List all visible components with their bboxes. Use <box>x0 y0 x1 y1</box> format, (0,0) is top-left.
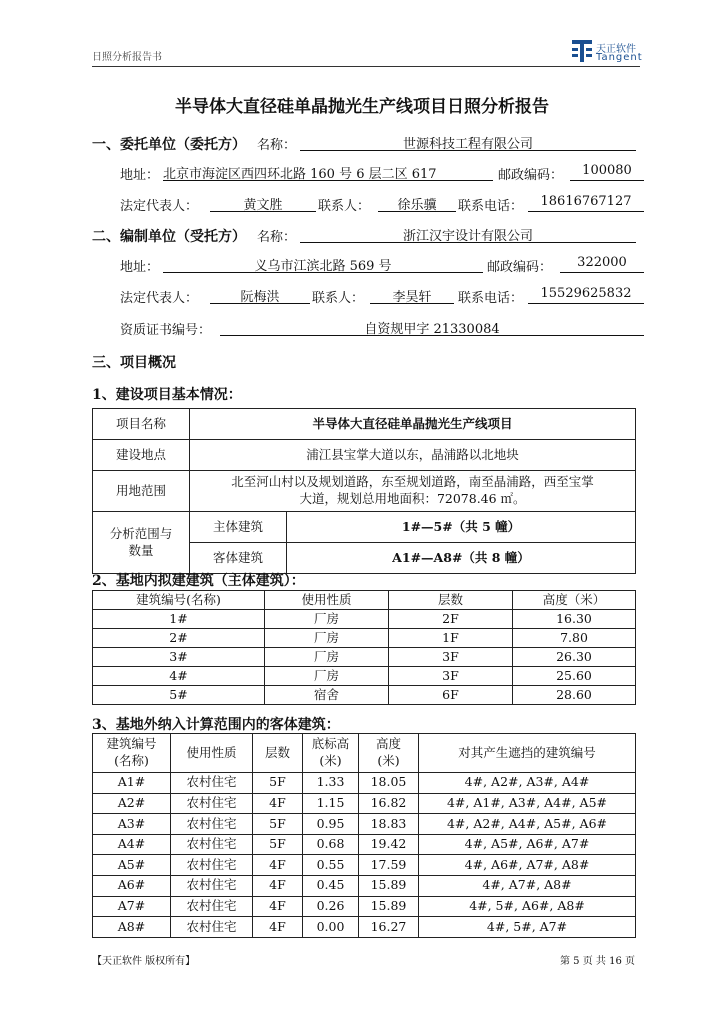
table-cell: 0.68 <box>303 834 359 855</box>
table-cell: 0.26 <box>303 896 359 917</box>
table-cell: 7.80 <box>513 629 636 648</box>
table-cell: 5F <box>253 773 303 794</box>
table-row <box>93 686 636 705</box>
table-cell: 4F <box>253 875 303 896</box>
table-cell: 18.05 <box>359 773 419 794</box>
header-line: (米) <box>377 753 400 768</box>
column-header: 使用性质 <box>265 591 389 610</box>
table-cell: A6# <box>93 875 171 896</box>
table-cell: 4#, A5#, A6#, A7# <box>419 834 636 855</box>
section1-postcode-field: 100080 <box>570 163 644 181</box>
scope-label <box>93 512 190 574</box>
section3-heading: 三、项目概况 <box>92 355 176 371</box>
section1-name-label: 名称： <box>257 138 297 153</box>
column-header: 高度（米） <box>513 591 636 610</box>
table-cell: 4F <box>253 793 303 814</box>
table-cell: 农村住宅 <box>171 814 253 835</box>
section2-heading: 二、编制单位（受托方） <box>92 229 246 245</box>
column-header: 建筑编号(名称) <box>93 591 265 610</box>
section1-legal-rep-field: 黄文胜 <box>210 194 316 212</box>
table-cell: 4# <box>93 667 265 686</box>
table-cell: A2# <box>93 793 171 814</box>
table-cell: 0.95 <box>303 814 359 835</box>
section2-address-label: 地址： <box>120 260 160 275</box>
table-cell: 1# <box>93 610 265 629</box>
table-cell: 15.89 <box>359 896 419 917</box>
location-value: 浦江县宝掌大道以东，晶浦路以北地块 <box>190 440 636 471</box>
table-cell: 0.00 <box>303 917 359 938</box>
footer-copyright: 【天正软件 版权所有】 <box>92 956 196 967</box>
section3-sub2: 2、基地内拟建建筑（主体建筑）： <box>92 573 305 589</box>
table-cell: 4#, 5#, A7# <box>419 917 636 938</box>
section2-cert-field: 自资规甲字 21330084 <box>220 318 644 336</box>
land-value-line1: 北至河山村以及规划道路，东至规划道路，南至晶浦路，西至宝掌 <box>231 474 594 490</box>
header-line: 底标高 <box>311 736 350 752</box>
column-header: 层数 <box>389 591 513 610</box>
header-line: 高度 <box>375 736 401 752</box>
section1-postcode-label: 邮政编码： <box>498 168 564 183</box>
column-header-code <box>93 734 171 773</box>
table-cell: 5F <box>253 814 303 835</box>
table-cell: 4F <box>253 917 303 938</box>
table-cell: 0.55 <box>303 855 359 876</box>
table-cell: 4#, A6#, A7#, A8# <box>419 855 636 876</box>
header-divider <box>92 66 640 67</box>
project-name-value: 半导体大直径硅单晶抛光生产线项目 <box>190 409 636 440</box>
table-cell: 农村住宅 <box>171 855 253 876</box>
table-cell: 16.27 <box>359 917 419 938</box>
table-row <box>93 512 636 543</box>
section2-name-label: 名称： <box>257 230 297 245</box>
header-line: 建筑编号 <box>106 736 157 752</box>
table-row <box>93 629 636 648</box>
table-cell: 3F <box>389 667 513 686</box>
table-cell: A7# <box>93 896 171 917</box>
section3-sub1: 1、建设项目基本情况： <box>92 387 242 403</box>
table-cell: 3# <box>93 648 265 667</box>
table-row <box>93 409 636 440</box>
table-cell: 16.30 <box>513 610 636 629</box>
table-row <box>93 667 636 686</box>
section1-phone-label: 联系电话： <box>458 199 524 214</box>
table-cell: 26.30 <box>513 648 636 667</box>
table-row <box>93 917 636 938</box>
table-cell: 农村住宅 <box>171 875 253 896</box>
table-cell: 5F <box>253 834 303 855</box>
table-cell: A8# <box>93 917 171 938</box>
section2-legal-rep-field: 阮梅洪 <box>210 286 310 304</box>
table-cell: 4#, A2#, A3#, A4# <box>419 773 636 794</box>
section1-name-field: 世源科技工程有限公司 <box>300 133 636 151</box>
table-row <box>93 440 636 471</box>
table-cell: A1# <box>93 773 171 794</box>
logo-cn-text: 天正软件 <box>596 44 636 55</box>
page-title: 半导体大直径硅单晶抛光生产线项目日照分析报告 <box>175 97 549 117</box>
table-row <box>93 773 636 794</box>
table-row <box>93 610 636 629</box>
scope-label-line1: 分析范围与 <box>109 525 173 541</box>
table-cell: 6F <box>389 686 513 705</box>
section2-address-field: 义乌市江滨北路 569 号 <box>163 255 483 273</box>
scope-label-line2: 数量 <box>128 542 154 558</box>
table-cell: A4# <box>93 834 171 855</box>
section2-postcode-label: 邮政编码： <box>487 260 553 275</box>
table-cell: 农村住宅 <box>171 834 253 855</box>
land-value <box>190 471 636 512</box>
table-row <box>93 793 636 814</box>
table-cell: 厂房 <box>265 610 389 629</box>
table-cell: 农村住宅 <box>171 896 253 917</box>
footer-page-number: 第 5 页 共 16 页 <box>560 956 635 967</box>
table-cell: 28.60 <box>513 686 636 705</box>
table-cell: 2# <box>93 629 265 648</box>
section2-contact-label: 联系人： <box>312 291 365 306</box>
header-doc-label: 日照分析报告书 <box>92 52 162 63</box>
table-cell: 农村住宅 <box>171 773 253 794</box>
tangent-logo-icon <box>572 40 592 62</box>
table-cell: 4#, A2#, A4#, A5#, A6# <box>419 814 636 835</box>
table-header-row <box>93 591 636 610</box>
tangent-logo <box>572 40 644 64</box>
table-cell: 1.15 <box>303 793 359 814</box>
table-header-row <box>93 734 636 773</box>
table-cell: 农村住宅 <box>171 917 253 938</box>
section1-address-field: 北京市海淀区西四环北路 160 号 6 层二区 617 <box>163 163 493 181</box>
section1-contact-label: 联系人： <box>318 199 371 214</box>
table-cell: 2F <box>389 610 513 629</box>
table-cell: 厂房 <box>265 648 389 667</box>
guest-buildings-body <box>93 773 636 938</box>
table-cell: 19.42 <box>359 834 419 855</box>
section1-contact-field: 徐乐骥 <box>378 194 456 212</box>
table-row <box>93 471 636 512</box>
table-cell: A3# <box>93 814 171 835</box>
table-cell: 3F <box>389 648 513 667</box>
table-cell: 4#, A7#, A8# <box>419 875 636 896</box>
main-buildings-table <box>92 590 636 705</box>
section2-phone-field: 15529625832 <box>528 286 644 304</box>
section1-phone-field: 18616767127 <box>528 194 644 212</box>
column-header-height <box>359 734 419 773</box>
header-line: (名称) <box>114 753 149 768</box>
guest-building-value: A1#—A8#（共 8 幢） <box>287 543 636 574</box>
main-building-value: 1#—5#（共 5 幢） <box>287 512 636 543</box>
table-cell: 16.82 <box>359 793 419 814</box>
table-cell: 15.89 <box>359 875 419 896</box>
table-cell: 4#, 5#, A6#, A8# <box>419 896 636 917</box>
column-header-use: 使用性质 <box>171 734 253 773</box>
column-header-shade: 对其产生遮挡的建筑编号 <box>419 734 636 773</box>
section3-sub3: 3、基地外纳入计算范围内的客体建筑： <box>92 717 340 733</box>
column-header-base <box>303 734 359 773</box>
section2-postcode-field: 322000 <box>560 255 644 273</box>
table-row <box>93 875 636 896</box>
table-cell: 17.59 <box>359 855 419 876</box>
section1-heading: 一、委托单位（委托方） <box>92 137 246 153</box>
table-cell: 4F <box>253 855 303 876</box>
section1-address-label: 地址： <box>120 168 160 183</box>
basic-info-table <box>92 408 636 574</box>
header-line: (米) <box>319 753 342 768</box>
table-cell: 1.33 <box>303 773 359 794</box>
table-cell: 1F <box>389 629 513 648</box>
section2-name-field: 浙江汉宇设计有限公司 <box>300 225 636 243</box>
table-cell: 25.60 <box>513 667 636 686</box>
table-cell: 厂房 <box>265 629 389 648</box>
section2-contact-field: 李昊轩 <box>370 286 454 304</box>
section2-cert-label: 资质证书编号： <box>120 323 212 338</box>
table-cell: 5# <box>93 686 265 705</box>
table-cell: 4#, A1#, A3#, A4#, A5# <box>419 793 636 814</box>
table-row <box>93 896 636 917</box>
guest-building-label: 客体建筑 <box>190 543 287 574</box>
land-label: 用地范围 <box>93 471 190 512</box>
project-name-label: 项目名称 <box>93 409 190 440</box>
table-cell: 厂房 <box>265 667 389 686</box>
section2-phone-label: 联系电话： <box>458 291 524 306</box>
table-cell: 宿舍 <box>265 686 389 705</box>
table-cell: 18.83 <box>359 814 419 835</box>
table-row <box>93 814 636 835</box>
table-cell: 0.45 <box>303 875 359 896</box>
logo-en-text: Tangent <box>596 52 643 63</box>
table-row <box>93 855 636 876</box>
column-header-floors: 层数 <box>253 734 303 773</box>
table-cell: A5# <box>93 855 171 876</box>
table-cell: 农村住宅 <box>171 793 253 814</box>
table-row <box>93 834 636 855</box>
land-value-line2: 大道，规划总用地面积：72078.46 ㎡。 <box>299 491 526 506</box>
table-row <box>93 648 636 667</box>
location-label: 建设地点 <box>93 440 190 471</box>
table-cell: 4F <box>253 896 303 917</box>
section2-legal-rep-label: 法定代表人： <box>120 291 199 306</box>
section1-legal-rep-label: 法定代表人： <box>120 199 199 214</box>
main-building-label: 主体建筑 <box>190 512 287 543</box>
guest-buildings-table <box>92 733 636 938</box>
